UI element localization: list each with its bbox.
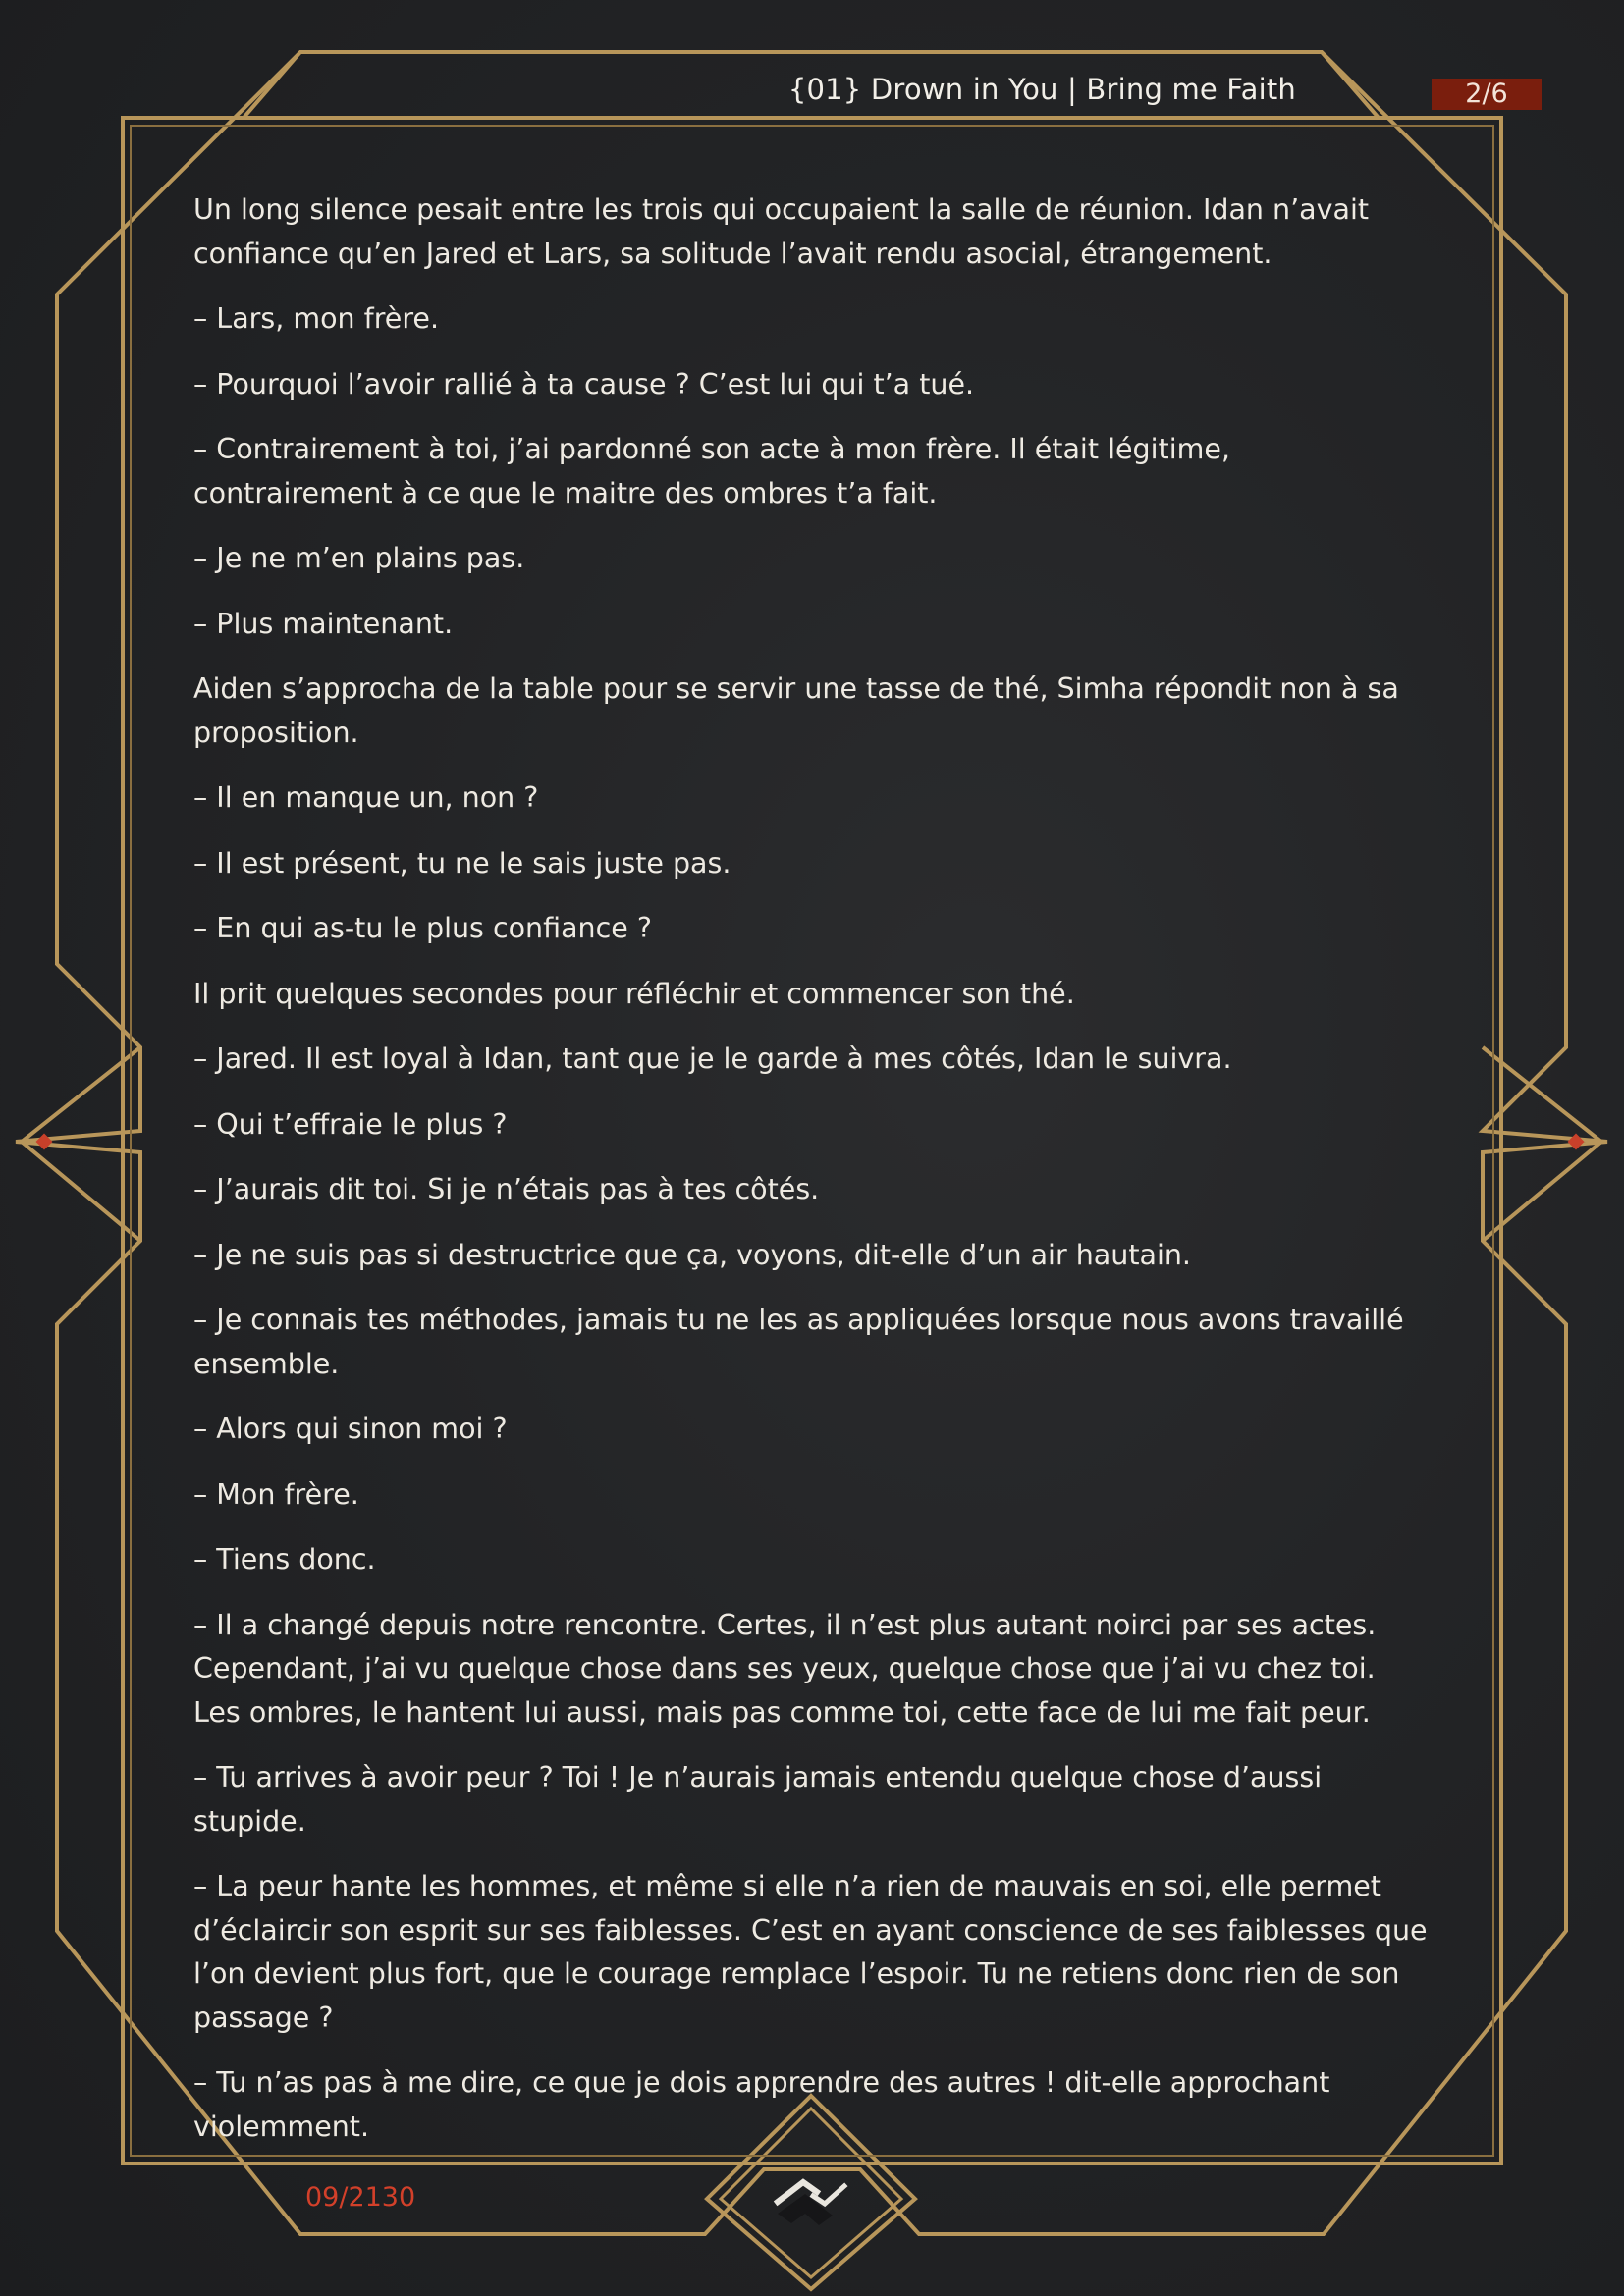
paragraph: – Lars, mon frère. — [193, 302, 440, 335]
paragraph: – Alors qui sinon moi ? — [193, 1413, 508, 1445]
paragraph: – Contrairement à toi, j’ai pardonné son acte à mon frère. Il était légitime, contrairement à ce que le maitre des ombres t’a fait. — [193, 433, 1230, 509]
paragraph: – Tu arrives à avoir peur ? Toi ! Je n’aurais jamais entendu quelque chose d’aussi stupide. — [193, 1761, 1323, 1838]
paragraph: Un long silence pesait entre les trois qui occupaient la salle de réunion. Idan n’avait confiance qu’en Jared et Lars, sa solitude l’avait rendu asocial, étrangement. — [193, 193, 1370, 270]
scroll-top-button[interactable] — [756, 2164, 866, 2243]
paragraph: – En qui as-tu le plus confiance ? — [193, 912, 652, 944]
paragraph: – Je connais tes méthodes, jamais tu ne les as appliquées lorsque nous avons travaillé ensemble. — [193, 1304, 1404, 1380]
paragraph: – J’aurais dit toi. Si je n’étais pas à tes côtés. — [193, 1173, 820, 1205]
page-counter-badge: 2/6 — [1432, 79, 1542, 110]
paragraph: – Il a changé depuis notre rencontre. Certes, il n’est plus autant noirci par ses actes. Cependant, j’ai vu quelque chose dans ses yeux, quelque chose que j’ai vu chez toi. Les ombres, le hantent lui aussi, mais pas comme toi, cette face de lui me fait peur. — [193, 1608, 1377, 1729]
paragraph: – Je ne suis pas si destructrice que ça, voyons, dit-elle d’un air hautain. — [193, 1238, 1191, 1271]
chevron-up-icon — [756, 2164, 866, 2243]
paragraph: – Mon frère. — [193, 1477, 359, 1511]
paragraph: – Jared. Il est loyal à Idan, tant que je le garde à mes côtés, Idan le suivra. — [193, 1042, 1232, 1075]
paragraph: – Il est présent, tu ne le sais juste pas. — [193, 846, 731, 880]
paragraph: Aiden s’approcha de la table pour se servir une tasse de thé, Simha répondit non à sa proposition. — [193, 672, 1399, 749]
story-text — [193, 188, 1431, 2170]
paragraph: – Je ne m’en plains pas. — [193, 542, 525, 574]
paragraph: – Pourquoi l’avoir rallié à ta cause ? C’est lui qui t’a tué. — [193, 367, 975, 400]
paragraph: – Qui t’effraie le plus ? — [193, 1107, 508, 1141]
paragraph: – Il en manque un, non ? — [193, 781, 539, 814]
paragraph: – La peur hante les hommes, et même si elle n’a rien de mauvais en soi, elle permet d’éclaircir son esprit sur ses faiblesses. C’est en ayant conscience de ses faiblesses que l’on devient plus fort, que le courage remplace l’espoir. Tu ne retiens donc rien de son passage ? — [193, 1870, 1428, 2034]
chapter-title: {01} Drown in You | Bring me Faith — [787, 73, 1296, 106]
paragraph: – Tiens donc. — [193, 1543, 376, 1575]
paragraph: Il prit quelques secondes pour réfléchir et commencer son thé. — [193, 977, 1075, 1010]
position-counter: 09/2130 — [305, 2182, 416, 2213]
paragraph: – Plus maintenant. — [193, 607, 454, 640]
paragraph: – Tu n’as pas à me dire, ce que je dois apprendre des autres ! dit-elle approchant violemment. — [193, 2066, 1330, 2143]
